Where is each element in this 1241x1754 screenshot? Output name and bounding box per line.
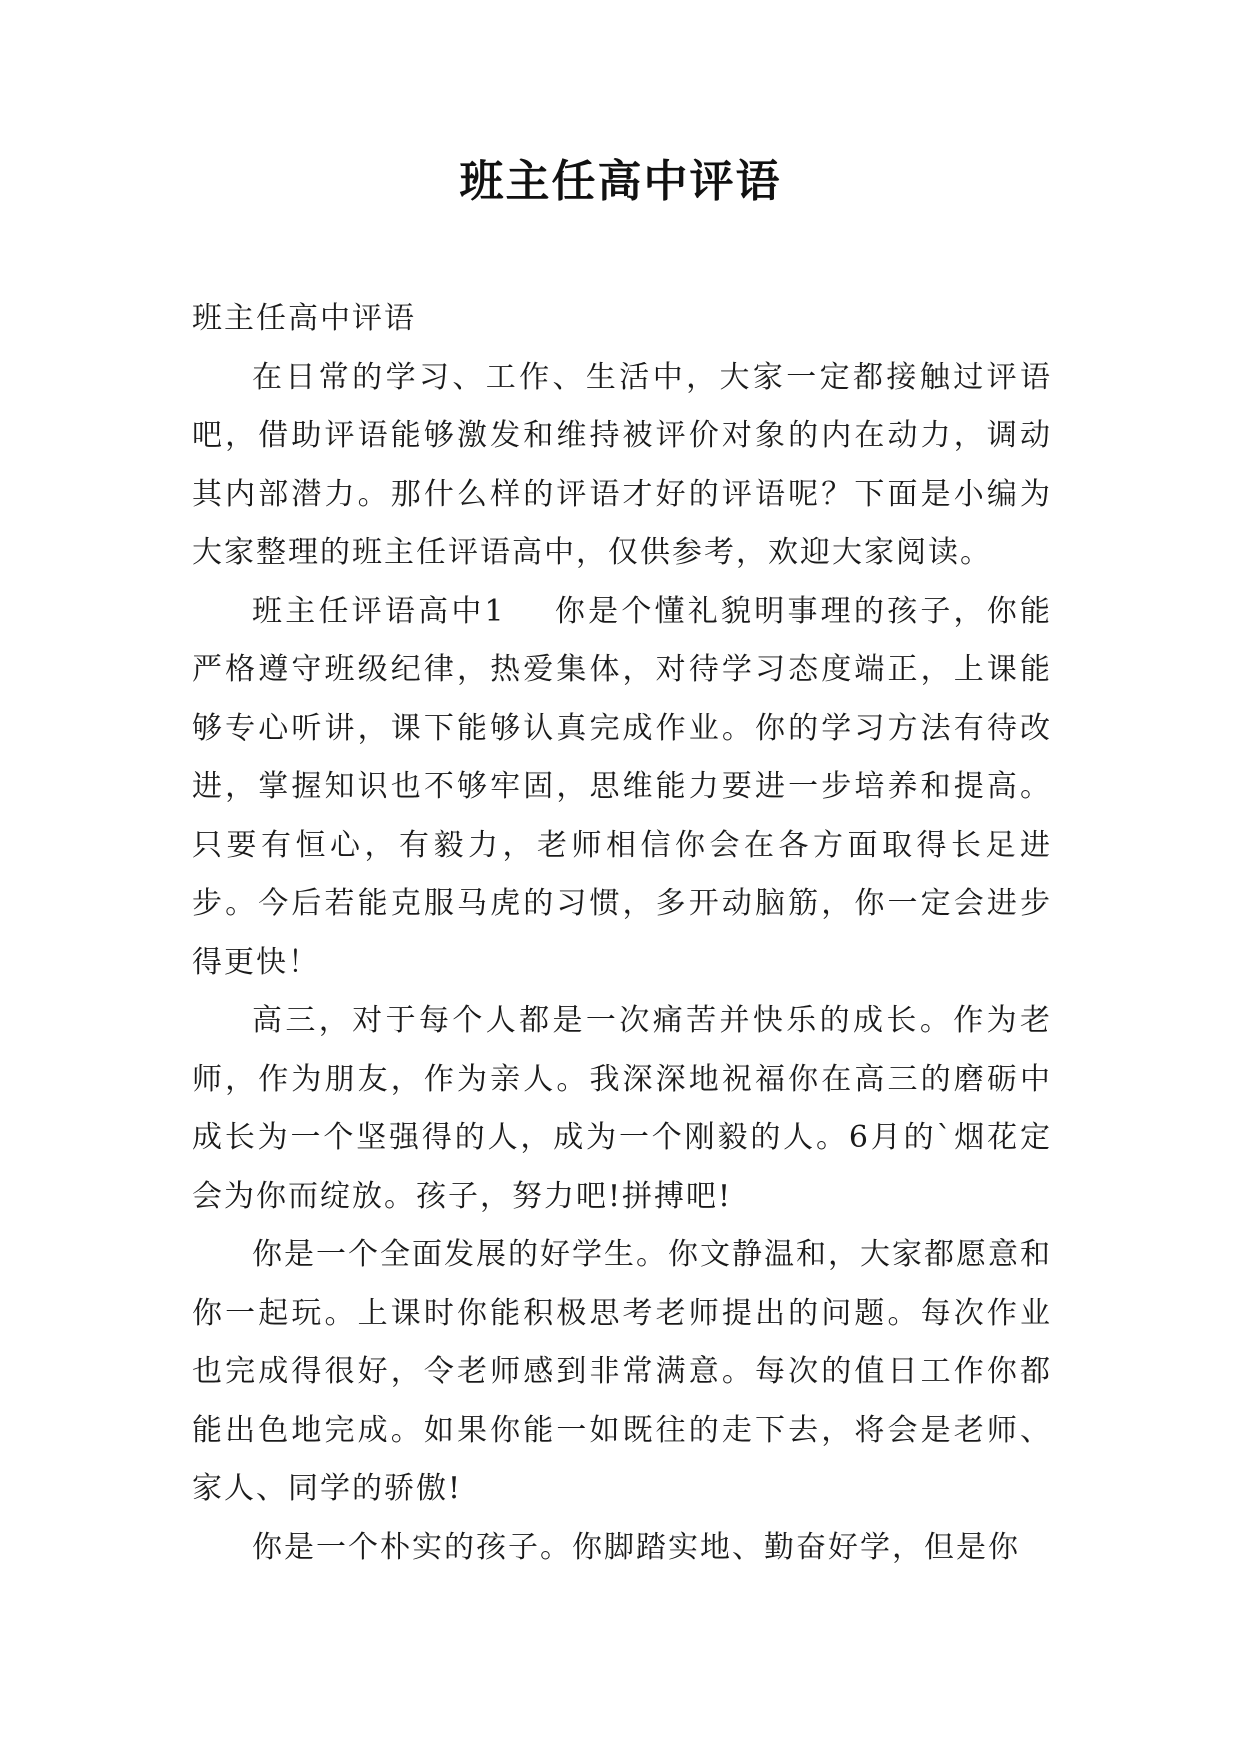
paragraph-comment-2	[192, 992, 1052, 1226]
paragraph-text: 你是个懂礼貌明事理的孩子，你能严格遵守班级纪律，热爱集体，对待学习态度端正，上课能够专心听讲，课下能够认真完成作业。你的学习方法有待改进，掌握知识也不够牢固，思维能力要进一步培养和提高。只要有恒心，有毅力，老师相信你会在各方面取得长足进步。今后若能克服马虎的习惯，多开动脑筋，你一定会进步得更快！	[192, 593, 1053, 980]
paragraph-comment-3	[192, 1226, 1052, 1519]
document-body	[192, 290, 1052, 1577]
document-title: 班主任高中评语	[459, 156, 782, 207]
section-heading: 班主任评语高中1	[252, 593, 506, 629]
paragraph-text: 你是一个朴实的孩子。你脚踏实地、勤奋好学，但是你	[252, 1529, 1020, 1565]
paragraph-text: 你是一个全面发展的好学生。你文静温和，大家都愿意和你一起玩。上课时你能积极思考老师提出的问题。每次作业也完成得很好，令老师感到非常满意。每次的值日工作你都能出色地完成。如果你能一如既往的走下去，将会是老师、家人、同学的骄傲!	[192, 1237, 1052, 1506]
paragraph-text: 高三，对于每个人都是一次痛苦并快乐的成长。作为老师，作为朋友，作为亲人。我深深地祝福你在高三的磨砺中成长为一个坚强得的人，成为一个刚毅的人。6月的`烟花定会为你而绽放。孩子，努力吧!拼搏吧!	[192, 1003, 1052, 1214]
paragraph-comment-1	[192, 583, 1052, 993]
paragraph-text: 在日常的学习、工作、生活中，大家一定都接触过评语吧，借助评语能够激发和维持被评价对象的内在动力，调动其内部潜力。那什么样的评语才好的评语呢？下面是小编为大家整理的班主任评语高中，仅供参考，欢迎大家阅读。	[192, 359, 1052, 570]
paragraph-comment-4	[192, 1519, 1052, 1578]
document-subtitle: 班主任高中评语	[192, 301, 416, 336]
paragraph-intro	[192, 349, 1052, 583]
